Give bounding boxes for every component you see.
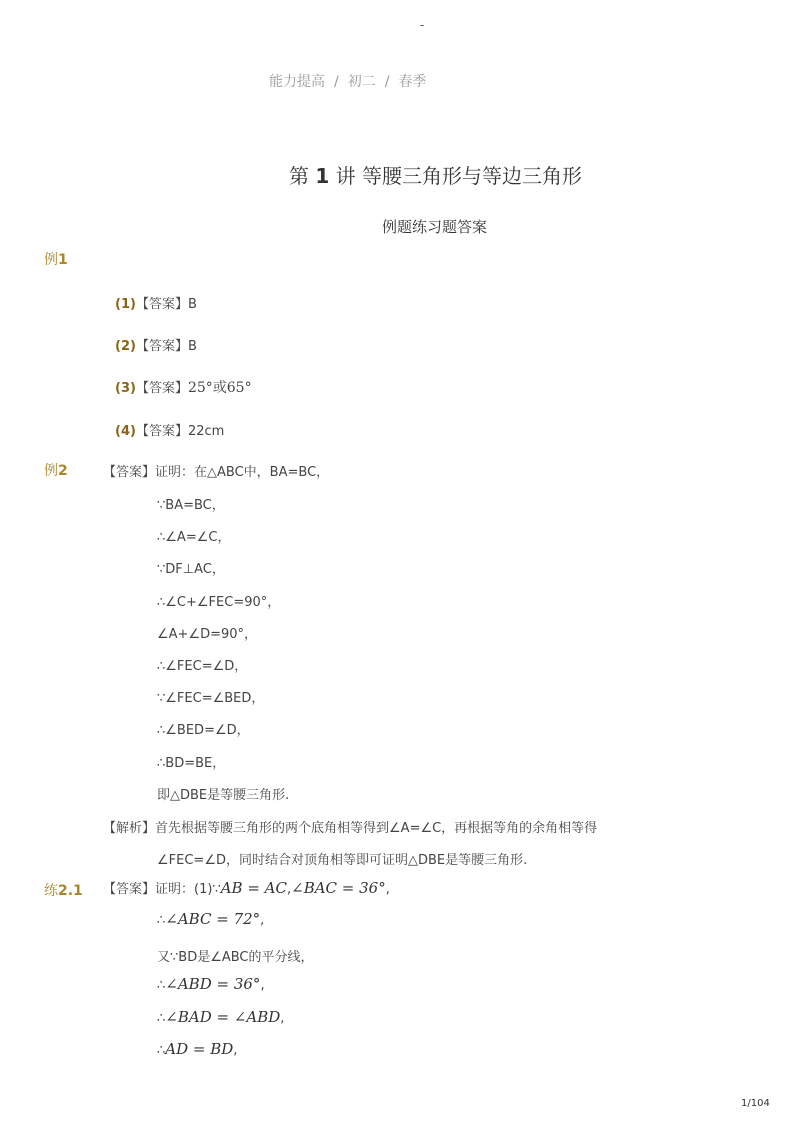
practice-2-1-label <box>44 880 83 900</box>
example-label-char: 例 <box>44 252 58 268</box>
answer-value: B <box>187 297 197 312</box>
practice-line-6 <box>157 1040 237 1058</box>
item-number: (1) <box>115 297 136 312</box>
proof-line: ∴BD=BE， <box>157 756 226 771</box>
breadcrumb-separator: / <box>384 74 390 90</box>
answer-value: B <box>187 339 197 354</box>
item-number: (4) <box>115 424 136 439</box>
title-prefix: 第 <box>289 164 309 188</box>
math-expr: ∠BAD = ∠ABD <box>165 1008 281 1026</box>
breadcrumb-separator: / <box>334 74 339 90</box>
header-dash: - <box>420 18 425 32</box>
practice-line-4 <box>157 975 265 993</box>
math-expr: AD = BD <box>165 1040 234 1058</box>
answer-tag: 【答案】 <box>103 465 156 480</box>
analysis-tag: 【解析】 <box>103 821 156 836</box>
analysis-line-1 <box>103 817 597 836</box>
proof-line: ∠A+∠D=90°， <box>157 627 258 642</box>
proof-line: 即△DBE是等腰三角形. <box>157 788 290 803</box>
proof-intro: 证明：在△ABC中，BA=BC， <box>155 465 330 480</box>
page-number: 1/104 <box>741 1098 770 1109</box>
page-subtitle: 例题练习题答案 <box>382 218 488 236</box>
proof-line: ∵BA=BC， <box>157 498 225 513</box>
answer-value: 22cm <box>187 424 225 439</box>
ex1-item-3 <box>115 377 252 397</box>
comma: , <box>233 1043 238 1058</box>
comma: , <box>286 882 292 897</box>
proof-line: ∵DF⊥AC， <box>157 562 225 577</box>
breadcrumb <box>269 71 426 91</box>
proof-line: ∴∠A=∠C， <box>157 530 231 545</box>
comma: , <box>385 882 390 897</box>
page-title <box>289 160 582 189</box>
answer-tag: 【答案】 <box>135 339 188 354</box>
example-label-num: 2 <box>58 463 68 479</box>
proof-line: ∴∠FEC=∠D， <box>157 659 248 674</box>
breadcrumb-level: 能力提高 <box>269 74 325 90</box>
ex1-item-1 <box>115 293 197 312</box>
ex1-item-2 <box>115 335 197 354</box>
practice-label-char: 练 <box>44 883 58 899</box>
example-2-label <box>44 460 68 480</box>
comma: , <box>260 978 265 993</box>
therefore-symbol: ∴ <box>157 913 166 928</box>
item-number: (2) <box>115 339 136 354</box>
practice-line-2 <box>157 910 264 928</box>
proof-line: ∴∠BED=∠D， <box>157 723 250 738</box>
math-expr: AB = AC <box>220 879 287 897</box>
proof-line: ∵∠FEC=∠BED， <box>157 691 265 706</box>
practice-line-1 <box>103 878 390 897</box>
therefore-symbol: ∴ <box>157 978 166 993</box>
answer-tag: 【答案】 <box>135 297 188 312</box>
proof-text: 证明：(1)∵ <box>155 882 221 897</box>
item-number: (3) <box>115 381 136 396</box>
practice-line-3: 又∵BD是∠ABC的平分线， <box>157 950 314 965</box>
breadcrumb-grade: 初二 <box>347 74 376 90</box>
math-expr: ∠ABC = 72° <box>165 910 261 928</box>
therefore-symbol: ∴ <box>157 1011 166 1026</box>
therefore-symbol: ∴ <box>157 1043 166 1058</box>
math-expr: ∠BAC = 36° <box>291 879 386 897</box>
example-label-char: 例 <box>44 463 58 479</box>
example-label-num: 1 <box>58 252 68 268</box>
answer-value: 25°或65° <box>187 380 252 396</box>
analysis-line-2: ∠FEC=∠D，同时结合对顶角相等即可证明△DBE是等腰三角形. <box>157 853 528 868</box>
proof-line: ∴∠C+∠FEC=90°， <box>157 595 281 610</box>
answer-tag: 【答案】 <box>135 381 188 396</box>
ex1-item-4 <box>115 420 224 439</box>
title-text: 讲 等腰三角形与等边三角形 <box>335 164 582 188</box>
comma: , <box>280 1011 285 1026</box>
example-1-label <box>44 249 68 269</box>
math-expr: ∠ABD = 36° <box>165 975 261 993</box>
practice-line-5 <box>157 1008 284 1026</box>
breadcrumb-term: 春季 <box>398 74 427 90</box>
answer-tag: 【答案】 <box>103 882 156 897</box>
practice-label-num: 2.1 <box>58 883 83 899</box>
ex2-first-line <box>103 461 329 480</box>
comma: , <box>260 913 265 928</box>
title-number: 1 <box>315 164 330 188</box>
analysis-text: 首先根据等腰三角形的两个底角相等得到∠A=∠C，再根据等角的余角相等得 <box>155 821 598 836</box>
answer-tag: 【答案】 <box>135 424 188 439</box>
